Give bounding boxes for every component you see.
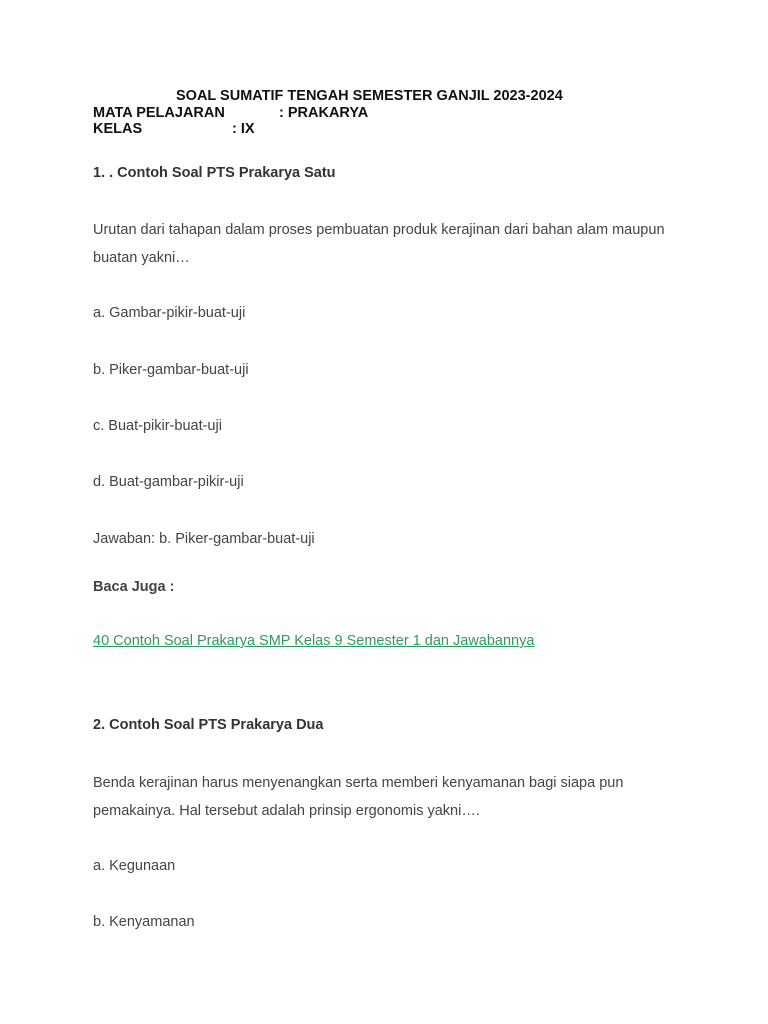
- document-title: SOAL SUMATIF TENGAH SEMESTER GANJIL 2023-2024: [176, 88, 563, 104]
- subject-label: MATA PELAJARAN: [93, 105, 225, 121]
- question-1-option-c: c. Buat-pikir-buat-uji: [93, 418, 222, 434]
- question-2-option-b: b. Kenyamanan: [93, 914, 195, 930]
- read-also-link[interactable]: 40 Contoh Soal Prakarya SMP Kelas 9 Semester 1 dan Jawabannya: [93, 633, 535, 649]
- question-1-text: Urutan dari tahapan dalam proses pembuatan produk kerajinan dari bahan alam maupun buatan yakni…: [93, 222, 665, 266]
- subject-value: : PRAKARYA: [279, 105, 369, 121]
- question-2-option-a: a. Kegunaan: [93, 858, 176, 874]
- class-row: [93, 121, 255, 138]
- question-1-option-b: b. Piker-gambar-buat-uji: [93, 362, 249, 378]
- subject-row: [93, 105, 368, 122]
- question-2-heading: 2. Contoh Soal PTS Prakarya Dua: [93, 717, 324, 733]
- question-1-heading: 1. . Contoh Soal PTS Prakarya Satu: [93, 165, 336, 181]
- question-2-text: Benda kerajinan harus menyenangkan serta memberi kenyamanan bagi siapa pun pemakainya. Hal tersebut adalah prinsip ergonomis yakni….: [93, 775, 624, 819]
- class-label: KELAS: [93, 121, 143, 137]
- question-1-answer: Jawaban: b. Piker-gambar-buat-uji: [93, 531, 315, 547]
- question-1-option-d: d. Buat-gambar-pikir-uji: [93, 474, 244, 490]
- class-value: : IX: [232, 121, 255, 137]
- read-also-label: Baca Juga :: [93, 579, 175, 595]
- question-1-option-a: a. Gambar-pikir-buat-uji: [93, 305, 246, 321]
